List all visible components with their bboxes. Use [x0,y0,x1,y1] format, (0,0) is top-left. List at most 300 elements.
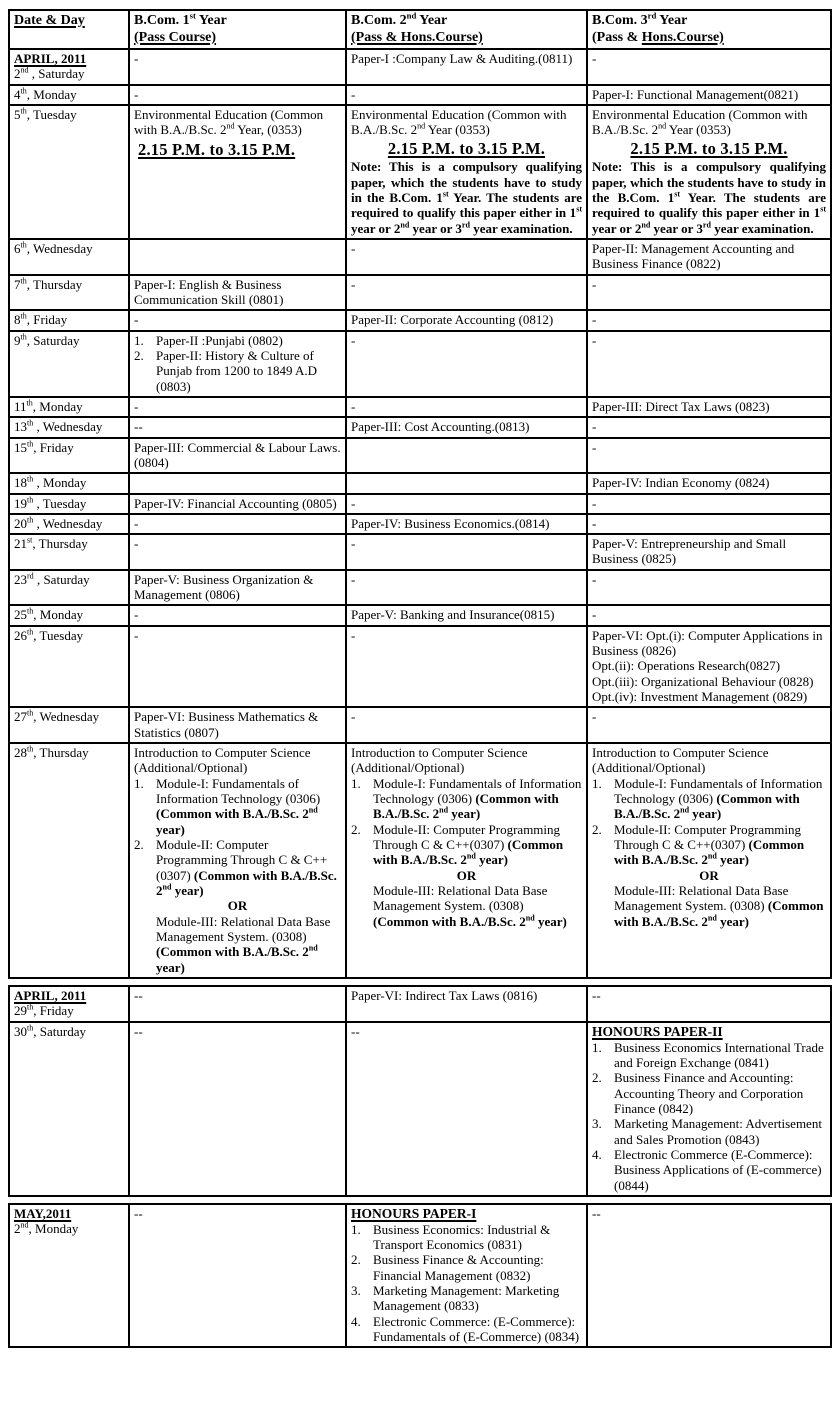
subject-cell-year-3 [587,1204,831,1348]
cell-text [351,822,582,868]
subject-cell-year-3 [587,570,831,606]
text-segment: (Common with B.A./B.Sc. 2 [614,791,800,822]
text-segment: nd [466,852,476,862]
column-header-1 [129,10,346,49]
cell-text [592,745,826,776]
text-segment: th [27,495,34,505]
text-segment: 28 [14,745,27,761]
list-item-text [614,1070,826,1116]
cell-text [592,139,826,158]
text-segment: 29 [14,1003,27,1019]
subject-cell-year-1 [129,331,346,397]
text-segment: Opt.(iii): Organizational Behaviour (0828) [592,673,814,689]
cell-text [138,140,341,159]
date-cell [9,1022,129,1196]
text-segment: OR [456,867,477,883]
text-segment: nd [406,10,417,21]
cell-text [351,868,582,883]
text-segment: nd [308,944,318,954]
subject-cell-year-2 [346,239,587,275]
cell-text [592,1147,826,1193]
date-label [14,1221,124,1236]
list-number: 2. [134,347,144,363]
table-row [9,397,831,417]
date-label [14,572,124,587]
cell-text [592,658,826,673]
subject-cell-year-2 [346,417,587,437]
date-cell [9,605,129,625]
text-segment: Year. The students are required to qualify this paper either in 1 [351,189,582,221]
cell-text [134,745,341,776]
date-cell [9,570,129,606]
cell-text: - [351,86,356,102]
subject-cell-year-3 [587,1022,831,1196]
text-segment: th [27,515,34,525]
text-segment: APRIL, 2011 [14,988,87,1004]
text-segment: Date & Day [14,13,85,28]
list-item-text [373,822,582,868]
date-label [14,312,124,327]
cell-text: -- [351,1023,360,1039]
text-segment: , Friday [33,1003,74,1019]
table-row [9,105,831,239]
column-header-line [351,29,582,46]
text-segment: year) [716,913,749,929]
text-segment: (Pass & [592,30,642,46]
text-segment: 2 [14,66,21,82]
text-segment: Module-II: Computer Programming Through C & C++(0307) [156,837,328,883]
text-segment: th [27,607,34,617]
subject-cell-year-1 [129,514,346,534]
subject-cell-year-1 [129,1204,346,1348]
subject-cell-year-3 [587,417,831,437]
text-segment: B.Com. 3 [592,13,648,28]
text-segment: Paper-II :Punjabi (0802) [156,332,283,348]
timetable-section-3 [8,1203,832,1349]
cell-text: Paper-V: Business Organization & Management (0806) [134,571,314,603]
cell-text [156,914,341,975]
text-segment: year) [475,852,508,868]
text-segment: nd [707,913,717,923]
text-segment: th [27,744,34,754]
subject-cell-year-1 [129,85,346,105]
list-number: 2. [134,837,144,853]
text-segment: Business Economics: Industrial & Transport Economics (0831) [373,1221,551,1253]
cell-text: - [134,627,139,643]
date-label [14,496,124,511]
text-segment: , Friday [33,439,74,455]
subject-cell-year-1 [129,986,346,1022]
subject-cell-year-1 [129,534,346,570]
cell-text [592,1116,826,1147]
cell-text: -- [134,1205,143,1221]
text-segment: nd [658,122,667,132]
date-label [14,536,124,551]
column-header-line [134,12,341,29]
column-header-line [592,12,826,29]
subject-cell-year-1 [129,494,346,514]
text-segment: year or 3 [650,220,703,236]
text-segment: 6 [14,240,21,256]
date-label [14,87,124,102]
cell-text [373,883,582,929]
subject-cell-year-1 [129,49,346,85]
text-segment: th [20,106,27,116]
date-label [14,1024,124,1039]
text-segment: th [20,332,27,342]
cell-text: Paper-I: English & Business Communication Skill (0801) [134,276,284,307]
cell-text: - [134,398,139,414]
subject-cell-year-3 [587,275,831,311]
list-item-text [614,1147,826,1193]
text-segment: Module-II: Computer Programming Through C & C++(0307) [614,821,802,853]
date-cell [9,85,129,105]
date-cell [9,743,129,978]
cell-text [351,159,582,236]
text-segment: rd [27,571,34,581]
subject-cell-year-2 [346,514,587,534]
table-row [9,473,831,493]
text-segment: th [26,398,33,408]
subject-cell-year-3 [587,397,831,417]
text-segment: th [20,311,27,321]
date-label [14,628,124,643]
text-segment: year or 2 [351,220,401,236]
text-segment: nd [162,882,172,892]
cell-text: - [134,515,139,531]
cell-text [592,107,826,138]
cell-text: - [592,439,597,455]
subject-cell-year-2 [346,473,587,493]
table-row [9,310,831,330]
text-segment: B.Com. 2 [351,13,407,28]
text-segment: Year, (0353) [234,122,302,138]
text-segment: (Pass Course) [134,30,217,46]
text-segment: , Wednesday [33,419,103,435]
subject-cell-year-2 [346,743,587,978]
text-segment: th [20,240,27,250]
text-segment: Environmental Education (Common with B.A./B.Sc. 2 [351,107,567,138]
list-item-text [156,776,341,837]
cell-text: -- [134,988,143,1004]
subject-cell-year-1 [129,397,346,417]
text-segment: Business Economics International Trade and Foreign Exchange (0841) [614,1039,824,1070]
subject-cell-year-2 [346,605,587,625]
text-segment: Electronic Commerce: (E-Commerce): Fundamentals of (E-Commerce) (0834) [373,1313,580,1345]
cell-text: -- [592,1205,601,1221]
text-segment: year examination. [710,220,814,236]
cell-text: - [351,495,356,511]
text-segment: Module-III: Relational Data Base Management System. (0308) [373,883,548,914]
subject-cell-year-2 [346,707,587,743]
subject-cell-year-3 [587,626,831,708]
cell-text: - [351,398,356,414]
cell-text: - [592,495,597,511]
text-segment: (Common with B.A./B.Sc. 2 [614,837,805,868]
text-segment: 2.15 P.M. to 3.15 P.M. [630,138,788,158]
date-label [14,745,124,760]
list-item-text [373,1252,582,1283]
date-label [14,399,124,414]
table-row [9,534,831,570]
text-segment: year or 3 [409,220,462,236]
table-row [9,331,831,397]
subject-cell-year-1 [129,1022,346,1196]
cell-text [351,1283,582,1314]
subject-cell-year-2 [346,626,587,708]
list-number: 1. [592,775,602,791]
table-row [9,514,831,534]
cell-text [134,333,341,348]
text-segment: , Monday [28,1221,79,1237]
text-segment: OR [227,898,248,914]
cell-text: - [592,332,597,348]
table-row [9,85,831,105]
text-segment: rd [702,220,711,230]
list-number: 1. [134,332,144,348]
text-segment: Opt.(iv): Investment Management (0829) [592,689,808,705]
column-header-2 [346,10,587,49]
cell-text: - [134,312,139,328]
cell-text: Paper-II: Corporate Accounting (0812) [351,312,554,328]
subject-cell-year-3 [587,534,831,570]
list-item-text [373,776,582,822]
cell-text [134,837,341,898]
subject-cell-year-2 [346,49,587,85]
date-label [14,607,124,622]
subject-cell-year-3 [587,438,831,474]
subject-cell-year-3 [587,494,831,514]
subject-cell-year-1 [129,473,346,493]
subject-cell-year-2 [346,1204,587,1348]
date-cell [9,105,129,239]
cell-text [134,776,341,837]
cell-text: Paper-VI: Indirect Tax Laws (0816) [351,988,538,1004]
table-row [9,707,831,743]
text-segment: 20 [14,515,27,531]
date-cell [9,707,129,743]
text-segment: (Common with B.A./B.Sc. 2 [156,944,309,960]
text-segment: year) [171,883,204,899]
text-segment: th [27,1003,34,1013]
date-label [14,241,124,256]
date-cell [9,438,129,474]
text-segment: Note: This is a compulsory qualifying paper, which the students have to study in the B.Com. 1 [351,159,582,205]
text-segment: nd [641,220,651,230]
list-item-text [156,837,341,898]
table-row [9,49,831,85]
text-segment: 11 [14,398,27,414]
text-segment: th [27,439,34,449]
text-segment: st [576,204,582,214]
text-segment: nd [680,806,690,816]
text-segment: Introduction to Computer Science (Additional/Optional) [134,745,311,776]
table-row [9,743,831,978]
subject-cell-year-3 [587,743,831,978]
subject-cell-year-2 [346,1022,587,1196]
cell-text [592,689,826,704]
text-segment: 26 [14,627,27,643]
cell-text: - [351,332,356,348]
cell-text [592,1024,826,1040]
subject-cell-year-1 [129,570,346,606]
text-segment: year) [448,806,481,822]
cell-text [351,1222,582,1253]
text-segment: , Saturday [28,66,85,82]
text-segment: , Thursday [33,745,89,761]
cell-text: Paper-III: Commercial & Labour Laws. (0804) [134,439,341,470]
cell-text: - [592,607,597,623]
cell-text: Paper-IV: Business Economics.(0814) [351,515,550,531]
date-cell [9,275,129,311]
table-row [9,570,831,606]
header-row [9,10,831,49]
cell-text: - [351,536,356,552]
date-cell [9,331,129,397]
column-header-line [134,29,341,46]
list-item-text [373,1222,582,1253]
cell-text: Paper-V: Banking and Insurance(0815) [351,607,555,623]
text-segment: st [442,189,449,199]
timetable-section-1 [8,9,832,979]
text-segment: nd [308,806,318,816]
list-number: 1. [134,775,144,791]
cell-text: - [351,276,356,292]
text-segment: nd [20,66,29,76]
text-segment: Environmental Education (Common with B.A./B.Sc. 2 [592,107,808,138]
text-segment: , Monday [33,475,87,491]
text-segment: Electronic Commerce (E-Commerce): Business Applications of (E-commerce) (0844) [614,1146,822,1193]
cell-text [614,883,826,929]
text-segment: nd [417,122,426,132]
subject-cell-year-2 [346,986,587,1022]
text-segment: th [27,474,34,484]
subject-cell-year-1 [129,239,346,275]
text-segment: st [820,204,826,214]
month-label [14,1206,124,1221]
text-segment: th [27,709,34,719]
text-segment: HONOURS PAPER-II [592,1023,723,1039]
cell-text: - [592,419,597,435]
cell-text: - [592,515,597,531]
subject-cell-year-3 [587,49,831,85]
cell-text: - [592,276,597,292]
table-row [9,1204,831,1348]
subject-cell-year-3 [587,707,831,743]
text-segment: 2.15 P.M. to 3.15 P.M. [387,138,546,158]
cell-text: - [592,51,597,67]
list-item-text [156,348,341,394]
list-number: 2. [351,1252,361,1268]
text-segment: 8 [14,312,21,328]
subject-cell-year-1 [129,438,346,474]
text-segment: year examination. [469,220,573,236]
date-cell [9,473,129,493]
cell-text: -- [134,419,143,435]
cell-text [351,1252,582,1283]
subject-cell-year-1 [129,626,346,708]
text-segment: 9 [14,332,21,348]
text-segment: nd [20,1220,29,1230]
table-row [9,605,831,625]
column-header-line [14,12,124,29]
list-item-text [614,822,826,868]
table-row [9,239,831,275]
text-segment: Marketing Management: Marketing Management (0833) [373,1283,560,1314]
text-segment: (Common with B.A./B.Sc. 2 [373,837,564,868]
text-segment: 2.15 P.M. to 3.15 P.M. [138,139,296,159]
text-segment: Marketing Management: Advertisement and Sales Promotion (0843) [614,1116,822,1147]
text-segment: Year [195,13,227,28]
subject-cell-year-2 [346,331,587,397]
subject-cell-year-3 [587,239,831,275]
list-number: 3. [592,1116,602,1132]
text-segment: th [27,418,34,428]
exam-timetable [8,9,830,1348]
cell-text [592,868,826,883]
cell-text [592,1070,826,1116]
date-cell [9,397,129,417]
cell-text: - [592,312,597,328]
cell-text: - [592,571,597,587]
list-number: 4. [351,1313,361,1329]
text-segment: year or 2 [592,220,642,236]
text-segment: Opt.(ii): Operations Research(0827) [592,658,781,674]
text-segment: st [27,535,33,545]
subject-cell-year-1 [129,275,346,311]
text-segment: 15 [14,439,27,455]
subject-cell-year-3 [587,310,831,330]
date-cell [9,310,129,330]
text-segment: Module-I: Fundamentals of Information Technology (0306) [614,775,823,807]
text-segment: Module-III: Relational Data Base Management System. (0308) [614,883,789,914]
table-row [9,438,831,474]
text-segment: , Saturday [33,1023,86,1039]
date-label [14,66,124,81]
cell-text [134,348,341,394]
text-segment: 4 [14,86,21,102]
text-segment: Introduction to Computer Science (Additional/Optional) [351,745,528,776]
text-segment: 30 [14,1023,27,1039]
text-segment: OR [699,867,719,883]
cell-text: -- [134,1023,143,1039]
text-segment: Note: This is a compulsory qualifying paper, which the students have to study in the B.Com. 1 [592,159,826,205]
subject-cell-year-3 [587,331,831,397]
subject-cell-year-1 [129,605,346,625]
subject-cell-year-1 [129,707,346,743]
text-segment: year) [534,913,567,929]
text-segment: Business Finance and Accounting: Accounting Theory and Corporation Finance (0842) [614,1070,804,1116]
list-item-text [156,333,341,348]
subject-cell-year-1 [129,105,346,239]
text-segment: rd [647,10,657,21]
text-segment: year) [689,806,722,822]
cell-text [592,1040,826,1071]
text-segment: , Wednesday [26,240,93,256]
cell-text: Paper-VI: Business Mathematics & Statistics (0807) [134,709,319,740]
cell-text [592,628,826,659]
subject-cell-year-2 [346,310,587,330]
column-header-3 [587,10,831,49]
date-cell [9,417,129,437]
text-segment: 19 [14,495,27,511]
cell-text [592,822,826,868]
cell-text [592,674,826,689]
date-label [14,709,124,724]
text-segment: Environmental Education (Common with B.A./B.Sc. 2 [134,107,324,138]
subject-cell-year-2 [346,570,587,606]
text-segment: 2 [14,1221,21,1237]
